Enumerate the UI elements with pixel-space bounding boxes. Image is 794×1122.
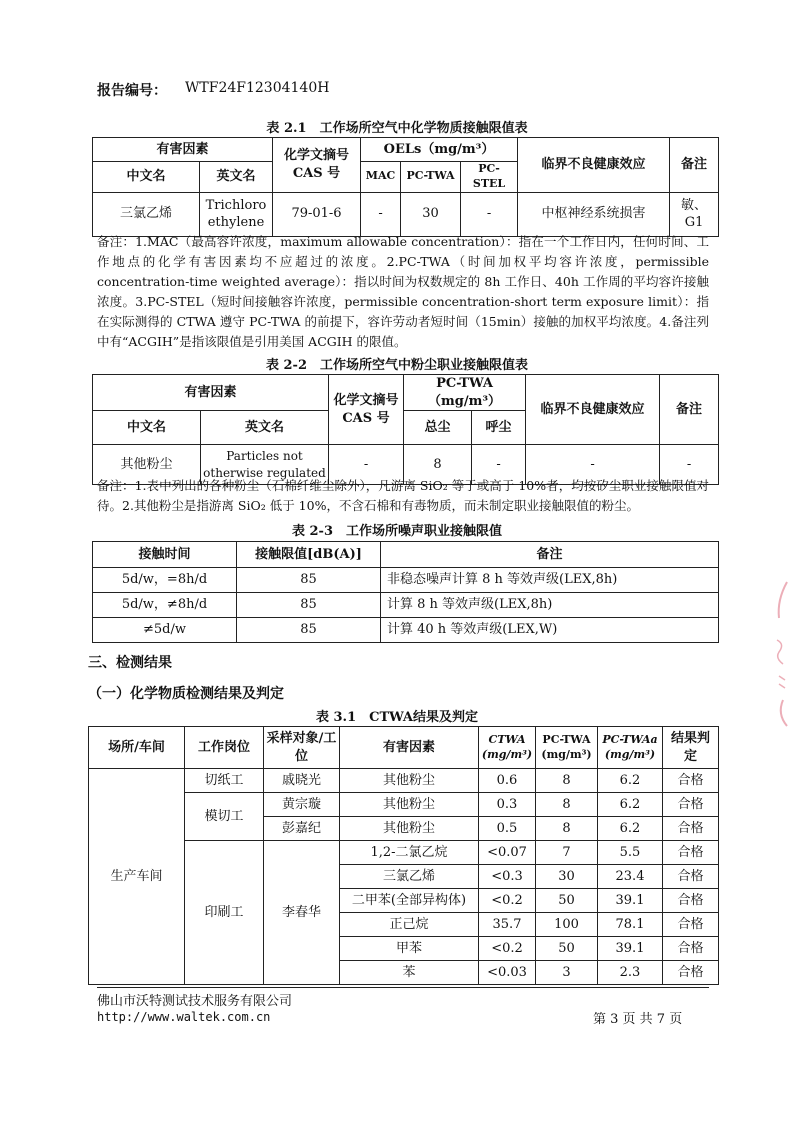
- header-total-dust: 总尘: [404, 411, 472, 445]
- footer-divider: [97, 987, 709, 988]
- table-row: [89, 769, 719, 793]
- header-cn: 中文名: [93, 162, 200, 193]
- cell-resp: -: [472, 445, 526, 485]
- cell-pctwa-a: 6.2: [598, 769, 663, 793]
- cell-factor: 三氯乙烯: [340, 865, 479, 889]
- table-2-1-caption: 表 2.1 工作场所空气中化学物质接触限值表: [266, 121, 528, 136]
- header-effect: 临界不良健康效应: [518, 138, 670, 193]
- header-effect: 临界不良健康效应: [526, 375, 660, 445]
- table-3-1: [88, 726, 719, 985]
- header-ctwa: CTWA (mg/m³): [479, 727, 536, 769]
- header-place: 场所/车间: [89, 727, 185, 769]
- header-resp-dust: 呼尘: [472, 411, 526, 445]
- cell-cas: -: [329, 445, 404, 485]
- cell-factor: 其他粉尘: [340, 817, 479, 841]
- cell-ctwa: <0.2: [479, 889, 536, 913]
- cell-pctwa: 3: [536, 961, 598, 985]
- header-twa: PC-TWA: [401, 162, 461, 193]
- cell-en: Particles not otherwise regulated: [201, 445, 329, 485]
- cell-limit: 85: [237, 618, 381, 643]
- cell-judgement: 合格: [663, 889, 719, 913]
- header-limit: 接触限值[dB(A)]: [237, 542, 381, 568]
- cell-ctwa: <0.07: [479, 841, 536, 865]
- cell-time: 5d/w，=8h/d: [93, 568, 237, 593]
- cell-object: 戚晓光: [264, 769, 340, 793]
- table-row: [93, 568, 719, 593]
- cell-factor: 苯: [340, 961, 479, 985]
- footer-company: 佛山市沃特测试技术服务有限公司: [97, 994, 293, 1009]
- cell-stel: -: [461, 192, 518, 236]
- header-factor: 有害因素: [93, 138, 273, 162]
- header-twa: PC-TWA（mg/m³）: [404, 375, 526, 411]
- cell-judgement: 合格: [663, 793, 719, 817]
- header-note: 备注: [381, 542, 719, 568]
- header-note: 备注: [660, 375, 719, 445]
- cell-pctwa-a: 39.1: [598, 937, 663, 961]
- table-2-2: [92, 374, 719, 485]
- cell-ctwa: 0.6: [479, 769, 536, 793]
- cell-note: 计算 40 h 等效声级(LEX,W): [381, 618, 719, 643]
- cell-pctwa-a: 6.2: [598, 793, 663, 817]
- header-cas: 化学文摘号 CAS 号: [329, 375, 404, 445]
- cell-pctwa: 30: [536, 865, 598, 889]
- cell-pctwa-a: 39.1: [598, 889, 663, 913]
- cell-post: 印刷工: [185, 841, 264, 985]
- cell-ctwa: 35.7: [479, 913, 536, 937]
- header-stel: PC-STEL: [461, 162, 518, 193]
- cell-factor: 甲苯: [340, 937, 479, 961]
- header-sample-object: 采样对象/工位: [264, 727, 340, 769]
- cell-judgement: 合格: [663, 961, 719, 985]
- cell-ctwa: 0.3: [479, 793, 536, 817]
- table-2-1-remark: 备注：1.MAC（最高容许浓度，maximum allowable concentration）：指在一个工作日内，任何时间、工作地点的化学有害因素均不应超过的浓度。2.PC-TWA（时间加权平均容许浓度，permissible concentration-time weighted average）：指以时间为权数规定的 8h 工作日、40h 工作周的平均容许接触浓度。3.PC-STEL（短时间接触容许浓度，permissible concentration-short term exposure limit）：指在实际测得的 CTWA 遵守 PC-TWA 的前提下，容许劳动者短时间（15min）接触的加权平均浓度。4.备注列中有“ACGIH”是指该限值是引用美国 ACGIH 的限值。: [97, 234, 709, 349]
- cell-place: 生产车间: [89, 769, 185, 985]
- header-factor: 有害因素: [93, 375, 329, 411]
- cell-ctwa: <0.03: [479, 961, 536, 985]
- cell-note: 敏、G1: [670, 192, 719, 236]
- cell-factor: 二甲苯(全部异构体): [340, 889, 479, 913]
- cell-twa: 30: [401, 192, 461, 236]
- header-pctwa: PC-TWA (mg/m³): [536, 727, 598, 769]
- header-en: 英文名: [201, 411, 329, 445]
- cell-pctwa-a: 2.3: [598, 961, 663, 985]
- cell-judgement: 合格: [663, 769, 719, 793]
- header-en: 英文名: [200, 162, 273, 193]
- cell-judgement: 合格: [663, 937, 719, 961]
- cell-factor: 正己烷: [340, 913, 479, 937]
- cell-object: 李春华: [264, 841, 340, 985]
- report-number-label: 报告编号：: [97, 83, 167, 99]
- report-number: WTF24F12304140H: [185, 80, 330, 96]
- header-cas: 化学文摘号 CAS 号: [273, 138, 361, 193]
- header-cn: 中文名: [93, 411, 201, 445]
- header-pctwa-a: PC-TWAa (mg/m³): [598, 727, 663, 769]
- cell-note: -: [660, 445, 719, 485]
- table-2-1: [92, 137, 719, 237]
- footer-url: http://www.waltek.com.cn: [97, 1010, 271, 1024]
- cell-judgement: 合格: [663, 865, 719, 889]
- cell-pctwa-a: 6.2: [598, 817, 663, 841]
- header-mac: MAC: [361, 162, 401, 193]
- cell-judgement: 合格: [663, 841, 719, 865]
- cell-object: 黄宗璇: [264, 793, 340, 817]
- cell-object: 彭嘉纪: [264, 817, 340, 841]
- table-3-1-caption: 表 3.1 CTWA结果及判定: [315, 710, 479, 725]
- cell-factor: 其他粉尘: [340, 769, 479, 793]
- cell-ctwa: 0.5: [479, 817, 536, 841]
- cell-total: 8: [404, 445, 472, 485]
- cell-limit: 85: [237, 593, 381, 618]
- cell-pctwa: 7: [536, 841, 598, 865]
- table-2-3-caption: 表 2-3 工作场所噪声职业接触限值: [291, 524, 502, 539]
- header-judgement: 结果判定: [663, 727, 719, 769]
- cell-pctwa: 100: [536, 913, 598, 937]
- cell-time: 5d/w，≠8h/d: [93, 593, 237, 618]
- table-row: [93, 618, 719, 643]
- table-2-2-remark: 备注：1.表中列出的各种粉尘（石棉纤维尘除外），凡游离 SiO₂ 等于或高于 10%者，均按矽尘职业接触限值对待。2.其他粉尘是指游离 SiO₂ 低于 10%，不含石棉和有毒物质，而未制定职业接触限值的粉尘。: [97, 478, 709, 513]
- cell-judgement: 合格: [663, 817, 719, 841]
- table-2-3: [92, 541, 719, 643]
- cell-time: ≠5d/w: [93, 618, 237, 643]
- cell-ctwa: <0.2: [479, 937, 536, 961]
- cell-effect: -: [526, 445, 660, 485]
- cell-pctwa: 50: [536, 889, 598, 913]
- cell-factor: 1,2-二氯乙烷: [340, 841, 479, 865]
- header-post: 工作岗位: [185, 727, 264, 769]
- cell-pctwa: 50: [536, 937, 598, 961]
- cell-en: Trichloroethylene: [200, 192, 273, 236]
- subsection-title: （一）化学物质检测结果及判定: [88, 686, 284, 702]
- section-title: 三、检测结果: [88, 655, 172, 671]
- cell-cn: 其他粉尘: [93, 445, 201, 485]
- cell-ctwa: <0.3: [479, 865, 536, 889]
- footer-page-number: 第 3 页 共 7 页: [593, 1012, 683, 1027]
- cell-note: 非稳态噪声计算 8 h 等效声级(LEX,8h): [381, 568, 719, 593]
- cell-post: 模切工: [185, 793, 264, 841]
- cell-effect: 中枢神经系统损害: [518, 192, 670, 236]
- cell-limit: 85: [237, 568, 381, 593]
- cell-pctwa: 8: [536, 817, 598, 841]
- cell-pctwa: 8: [536, 793, 598, 817]
- cell-judgement: 合格: [663, 913, 719, 937]
- table-2-2-caption: 表 2-2 工作场所空气中粉尘职业接触限值表: [265, 358, 528, 373]
- cell-factor: 其他粉尘: [340, 793, 479, 817]
- cell-cn: 三氯乙烯: [93, 192, 200, 236]
- table-row: [93, 593, 719, 618]
- cell-pctwa-a: 5.5: [598, 841, 663, 865]
- seal-fragment: [773, 580, 791, 734]
- cell-pctwa-a: 23.4: [598, 865, 663, 889]
- header-oels: OELs（mg/m³）: [361, 138, 518, 162]
- cell-note: 计算 8 h 等效声级(LEX,8h): [381, 593, 719, 618]
- cell-pctwa-a: 78.1: [598, 913, 663, 937]
- header-note: 备注: [670, 138, 719, 193]
- cell-pctwa: 8: [536, 769, 598, 793]
- header-time: 接触时间: [93, 542, 237, 568]
- header-factor: 有害因素: [340, 727, 479, 769]
- cell-cas: 79-01-6: [273, 192, 361, 236]
- cell-post: 切纸工: [185, 769, 264, 793]
- cell-mac: -: [361, 192, 401, 236]
